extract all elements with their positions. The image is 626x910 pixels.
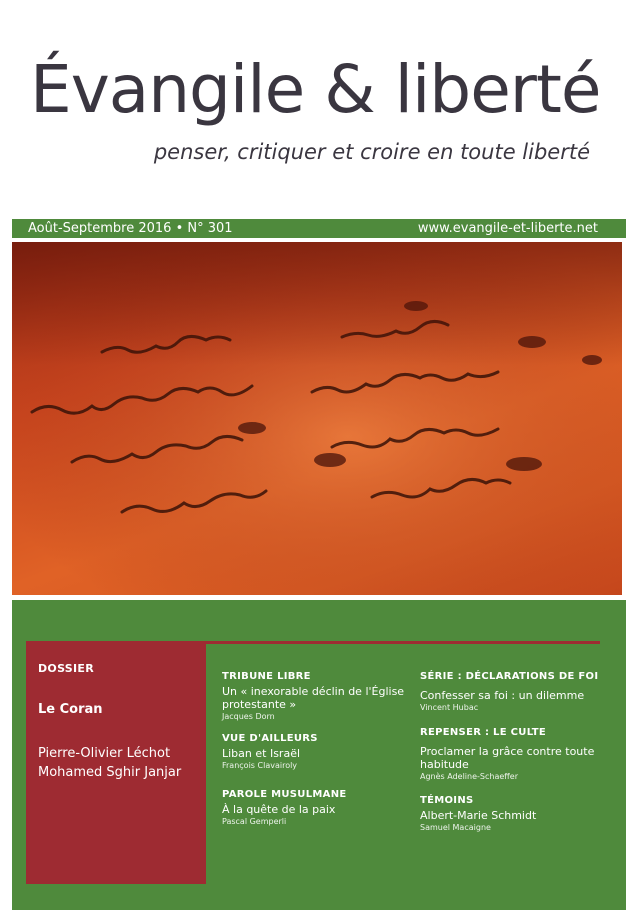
- article-author: Pascal Gemperli: [222, 817, 287, 826]
- website-link[interactable]: www.evangile-et-liberte.net: [417, 221, 598, 236]
- article-item[interactable]: [420, 794, 605, 833]
- article-section: TRIBUNE LIBRE: [222, 671, 311, 682]
- dossier-author: Mohamed Sghir Janjar: [38, 765, 182, 780]
- article-item[interactable]: [222, 788, 407, 827]
- article-title: Proclamer la grâce contre toute habitude: [420, 745, 595, 771]
- dossier-subject: Le Coran: [38, 702, 103, 717]
- article-section: SÉRIE : DÉCLARATIONS DE FOI: [420, 671, 599, 682]
- article-section: VUE D'AILLEURS: [222, 733, 318, 744]
- dossier-box[interactable]: [26, 644, 206, 884]
- magazine-title: Évangile & liberté: [30, 51, 601, 128]
- article-item[interactable]: [420, 670, 605, 713]
- article-author: Agnès Adeline-Schaeffer: [420, 772, 519, 781]
- arabic-manuscript-image: [12, 242, 622, 595]
- magazine-tagline: penser, critiquer et croire en toute liberté: [153, 140, 590, 164]
- issue-info-bar: [12, 219, 626, 238]
- article-section: TÉMOINS: [420, 795, 474, 806]
- article-author: Jacques Dorn: [222, 712, 275, 721]
- article-title: Liban et Israël: [222, 747, 301, 760]
- issue-date-number: Août-Septembre 2016 • N° 301: [28, 221, 233, 236]
- article-item[interactable]: [420, 726, 605, 782]
- article-section: PAROLE MUSULMANE: [222, 789, 347, 800]
- article-item[interactable]: [222, 670, 407, 722]
- cover-photo: [12, 242, 622, 595]
- article-title: Confesser sa foi : un dilemme: [420, 689, 585, 702]
- article-author: Vincent Hubac: [420, 703, 479, 712]
- article-title: Un « inexorable déclin de l'Église protestante »: [222, 685, 405, 711]
- article-item[interactable]: [222, 732, 407, 771]
- dossier-label: DOSSIER: [38, 662, 95, 675]
- article-section: REPENSER : LE CULTE: [420, 727, 546, 738]
- article-title: À la quête de la paix: [222, 803, 336, 816]
- dossier-author: Pierre-Olivier Léchot: [38, 746, 171, 761]
- article-title: Albert-Marie Schmidt: [420, 809, 537, 822]
- article-author: Samuel Macaigne: [420, 823, 491, 832]
- article-author: François Clavairoly: [222, 761, 298, 770]
